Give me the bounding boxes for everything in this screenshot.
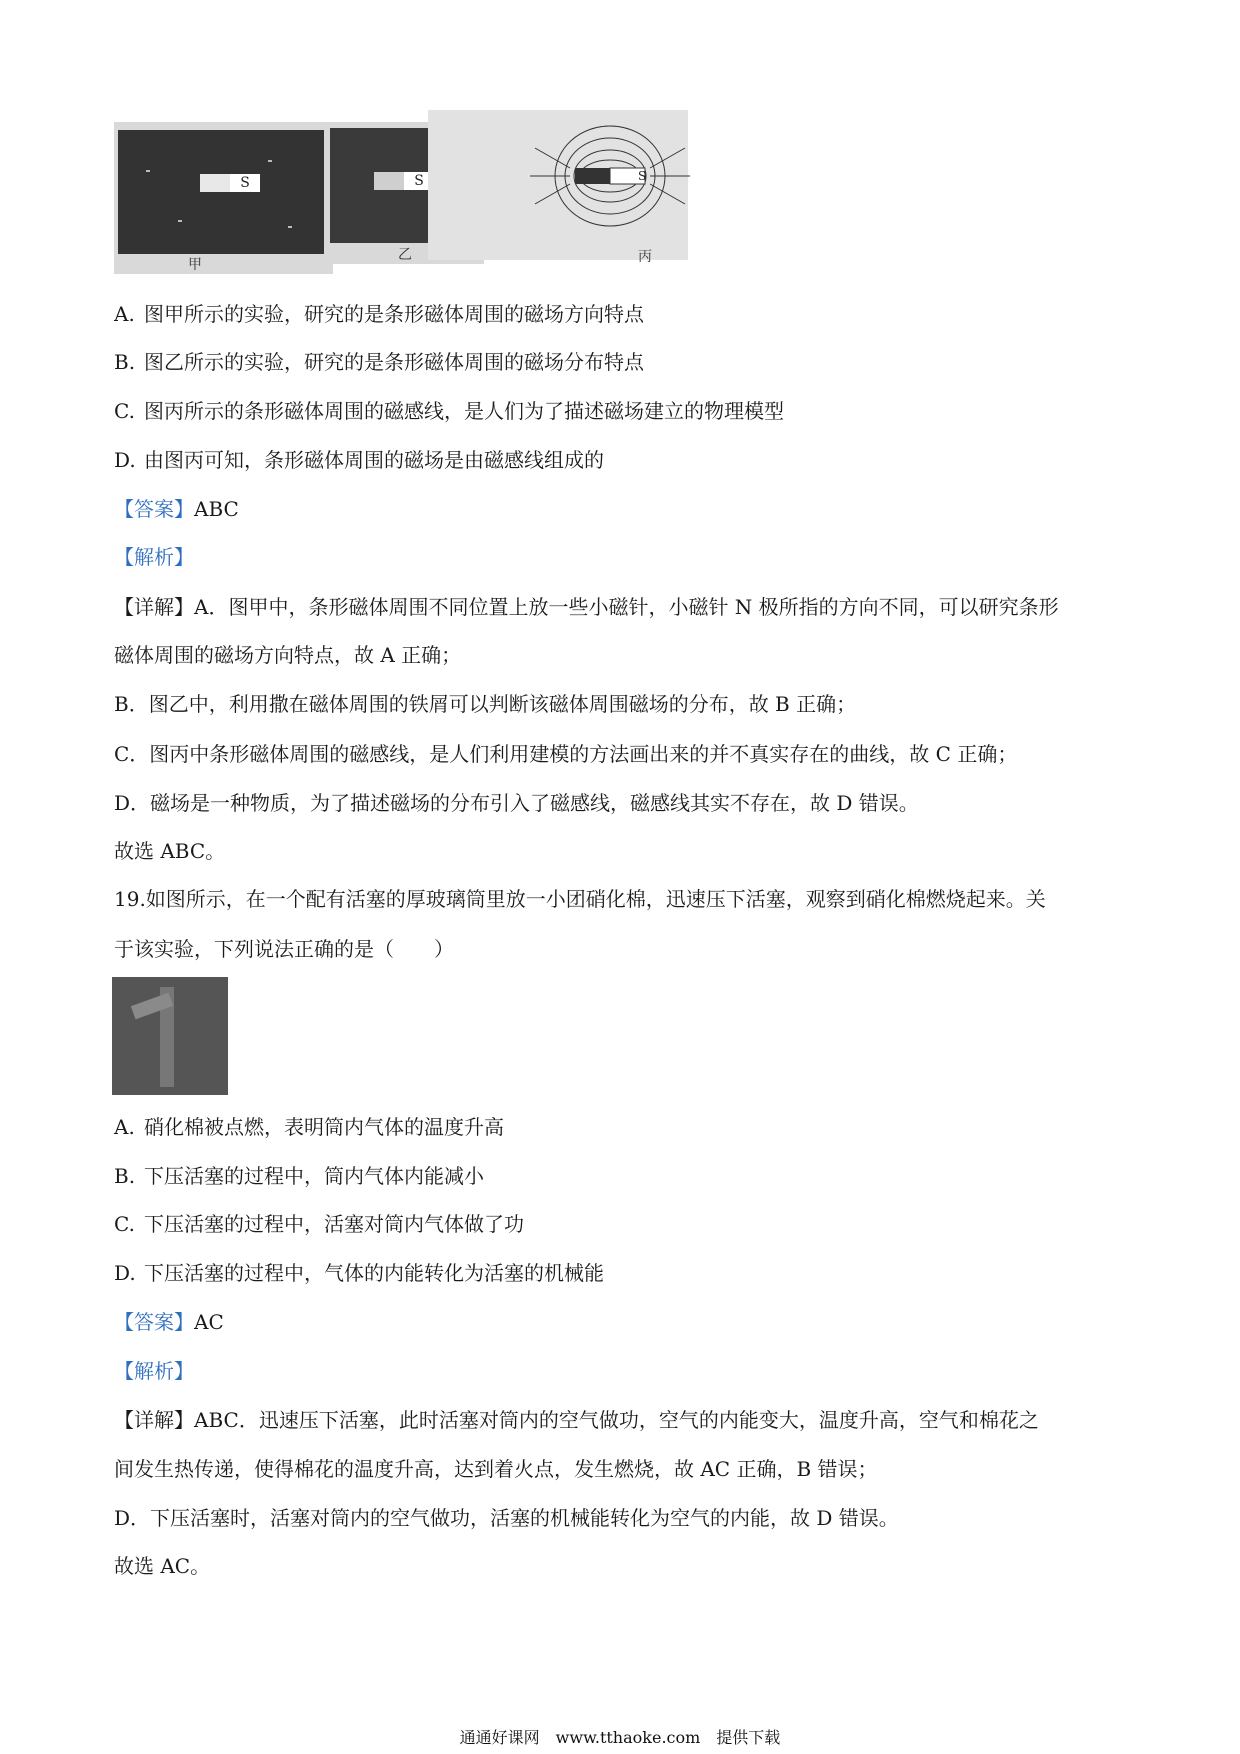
figure-label-bing: 丙 (638, 249, 652, 265)
figure-label-yi: 乙 (398, 247, 412, 263)
q19-option-b: B. 下压活塞的过程中，筒内气体内能减小 (114, 1164, 484, 1188)
q18-detail-line-3: B．图乙中，利用撒在磁体周围的铁屑可以判断该磁体周围磁场的分布，故 B 正确； (114, 692, 857, 716)
glass-tube-piston-photo (112, 977, 228, 1095)
q19-analysis-heading: 【解析】 (114, 1359, 194, 1383)
q19-detail-line-2: 间发生热传递，使得棉花的温度升高，达到着火点，发生燃烧，故 AC 正确，B 错误； (114, 1457, 878, 1481)
figure-jia-photo (118, 130, 331, 254)
figure-label-jia: 甲 (188, 257, 202, 273)
q19-option-c: C. 下压活塞的过程中，活塞对筒内气体做了功 (114, 1212, 524, 1236)
q19-detail-line-3: D．下压活塞时，活塞对筒内的空气做功，活塞的机械能转化为空气的内能，故 D 错误。 (114, 1506, 899, 1530)
q18-answer: 【答案】ABC (114, 497, 239, 521)
q19-stem-line-1: 19.如图所示，在一个配有活塞的厚玻璃筒里放一小团硝化棉，迅速压下活塞，观察到硝化棉燃烧起来。关 (114, 887, 1046, 911)
q18-option-b: B. 图乙所示的实验，研究的是条形磁体周围的磁场分布特点 (114, 350, 644, 374)
q19-option-a: A. 硝化棉被点燃，表明筒内气体的温度升高 (114, 1115, 504, 1139)
q18-detail-line-2: 磁体周围的磁场方向特点，故 A 正确； (114, 643, 462, 667)
page-footer: 通通好课网 www.tthaoke.com 提供下载 (459, 1728, 781, 1747)
q18-detail-line-5: D．磁场是一种物质，为了描述磁场的分布引入了磁感线，磁感线其实不存在，故 D 错误。 (114, 791, 919, 815)
q18-option-a: A. 图甲所示的实验，研究的是条形磁体周围的磁场方向特点 (114, 302, 644, 326)
magnetic-field-lines-diagram (530, 118, 690, 238)
q19-conclusion: 故选 AC。 (114, 1554, 211, 1578)
q18-detail-line-1: 【详解】A．图甲中，条形磁体周围不同位置上放一些小磁针，小磁针 N 极所指的方向不同，可以研究条形 (114, 595, 1059, 619)
magnet-s-pole-bing: S (638, 169, 647, 183)
magnet-s-pole: S (230, 174, 260, 192)
q18-detail-line-4: C．图丙中条形磁体周围的磁感线，是人们利用建模的方法画出来的并不真实存在的曲线，故 C 正确； (114, 742, 1018, 766)
q18-option-c: C. 图丙所示的条形磁体周围的磁感线，是人们为了描述磁场建立的物理模型 (114, 399, 784, 423)
q19-detail-line-1: 【详解】ABC．迅速压下活塞，此时活塞对筒内的空气做功，空气的内能变大，温度升高，空气和棉花之 (114, 1408, 1039, 1432)
q19-stem-line-2: 于该实验，下列说法正确的是（ ） (114, 937, 454, 961)
q19-option-d: D. 下压活塞的过程中，气体的内能转化为活塞的机械能 (114, 1261, 604, 1285)
q18-option-d: D. 由图丙可知，条形磁体周围的磁场是由磁感线组成的 (114, 448, 604, 472)
q18-analysis-heading: 【解析】 (114, 545, 194, 569)
q18-conclusion: 故选 ABC。 (114, 839, 226, 863)
magnet-s-pole: S (404, 172, 434, 190)
q19-answer: 【答案】AC (114, 1310, 224, 1334)
